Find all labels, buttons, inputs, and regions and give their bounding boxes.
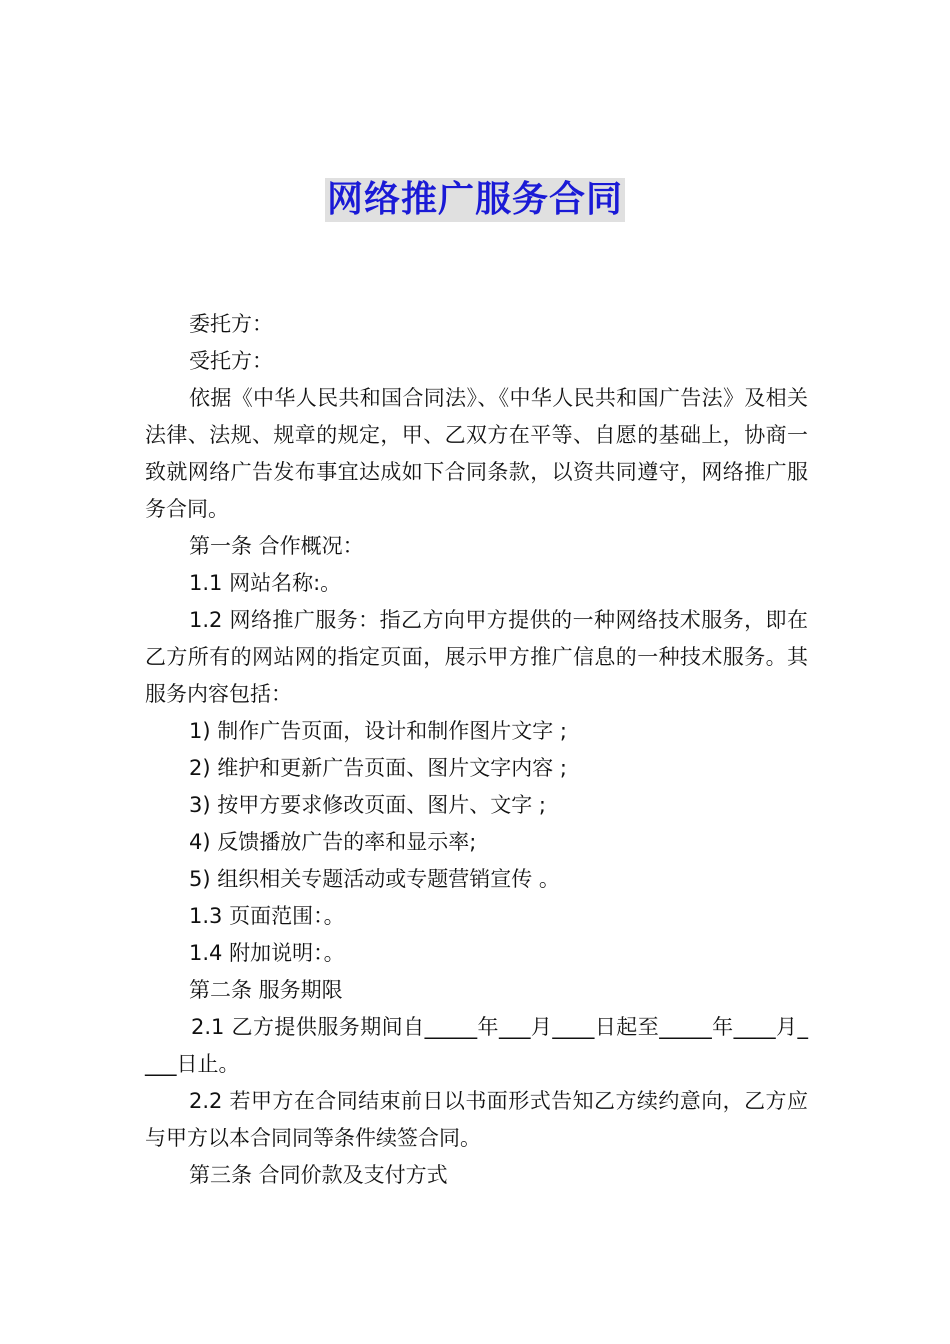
paragraph-1-2: 1.2 网络推广服务：指乙方向甲方提供的一种网络技术服务，即在乙方所有的网站网的指定页面，展示甲方推广信息的一种技术服务。其服务内容包括： [145,608,808,706]
list-item-2: 2) 维护和更新广告页面、图片文字内容 ; [189,756,567,780]
document-title: 网络推广服务合同 [326,179,623,220]
document-body [145,306,808,1194]
list-item-4: 4) 反馈播放广告的率和显示率; [189,830,477,854]
paragraph-client: 委托方： [189,312,273,336]
list-item-1: 1) 制作广告页面，设计和制作图片文字 ; [189,719,567,743]
paragraph-preamble: 依据《中华人民共和国合同法》、《中华人民共和国广告法》及相关法律、法规、规章的规定，甲、乙双方在平等、自愿的基础上，协商一致就网络广告发布事宜达成如下合同条款，以资共同遵守，网络推广服务合同。 [145,386,808,521]
paragraph-1-4: 1.4 附加说明：。 [189,941,345,965]
paragraph-article-2-heading: 第二条 服务期限 [189,978,343,1002]
paragraph-contractor: 受托方： [189,349,273,373]
paragraph-2-2: 2.2 若甲方在合同结束前日以书面形式告知乙方续约意向，乙方应与甲方以本合同同等条件续签合同。 [145,1089,808,1150]
paragraph-article-3-heading: 第三条 合同价款及支付方式 [189,1163,448,1187]
list-item-5: 5) 组织相关专题活动或专题营销宣传 。 [189,867,560,891]
paragraph-article-1-heading: 第一条 合作概况： [189,534,364,558]
list-item-3: 3) 按甲方要求修改页面、图片、文字 ; [189,793,546,817]
title-container [0,178,950,222]
paragraph-1-3: 1.3 页面范围：。 [189,904,345,928]
paragraph-1-1: 1.1 网站名称:。 [189,571,342,595]
paragraph-2-1: 2.1 乙方提供服务期间自_____年___月____日起至_____年____月____日止。 [145,1015,808,1076]
